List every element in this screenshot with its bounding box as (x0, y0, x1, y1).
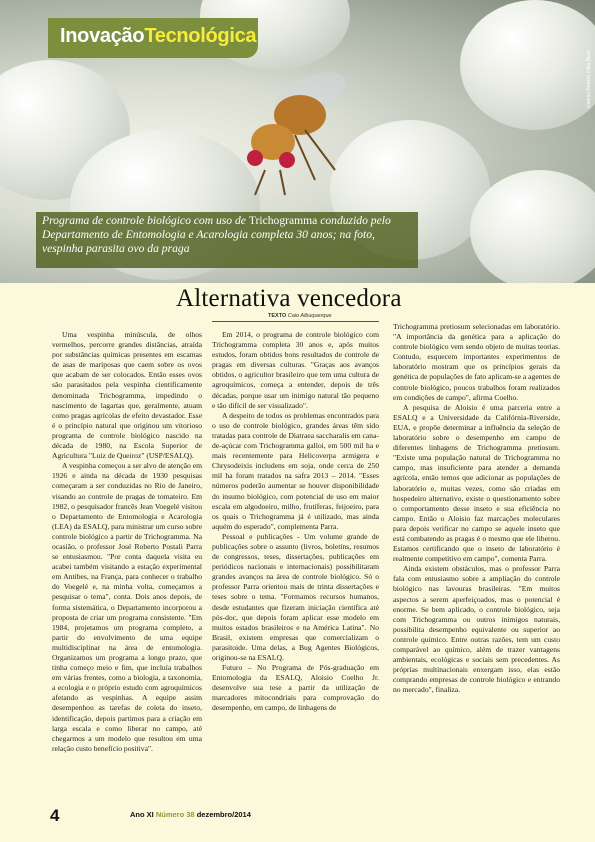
section-header (48, 18, 258, 58)
paragraph: Em 2014, o programa de controle biológico com Trichogramma completa 30 anos e, após muitos estudos, foram obtidos bons resultados de controle de pragas em diversas culturas. "Graças aos avanços obtidos, o agricultor brasileiro que tem uma cultura de agroquímicos, começa a entender, depois de três décadas, porque usar um inimigo natural tão pequeno e tão difícil de ser visualizado". (212, 330, 379, 410)
page-number: 4 (50, 806, 60, 825)
byline (268, 313, 332, 319)
byline-label: TEXTO (268, 313, 287, 319)
article-title: Alternativa vencedora (176, 285, 402, 312)
caption-text: conduzido pelo Departamento de Entomologia e Acarologia completa 30 anos; na foto, vespinha parasita ovo da praga (42, 214, 391, 255)
caption-italic: Trichogramma (248, 214, 318, 227)
photo-credit: Gabriel Rabelo Vilas Boas (586, 50, 592, 109)
paragraph: A vespinha começou a ser alvo de atenção em 1926 e ainda na década de 1930 pesquisas começaram a ser conduzidas no Rio de Janeiro, visando ao controle de pragas de tomateiro. Em 1982, o pesquisador francês Jean Voegelé visitou o Departamento de Entomologia e Acarologia (LEA) da ESALQ, para ministrar um curso sobre controle biológico a partir de Trichogramma. Na ocasião, o professor José Roberto Postali Parra se entusiasmou. "Por conta daquela visita eu acabei também visitando a estação experimental em Antibes, na França, para conhecer o trabalho do Voegelé e, na minha volta, começamos a pesquisar o tema", conta. Dois anos depois, de forma sistemática, o Departamento incorporou a proposta de criar um programa consistente. "Em 1984, projetamos um programa completo, a partir do envolvimento de uma equipe multidisciplinar na área de entomologia. Organizamos um programa a longo prazo, que tinha começo meio e fim, que incluía trabalhos em várias frentes, como a biologia, a taxonomia, a ecologia e o próprio estudo com agroquímicos afetando as vespinhas. A equipe assim desempenhou as tarefas de coleta do inseto, identificação, depois partimos para a criação em larga escala e como liberar no campo, até chegarmos a um modelo que resultou em uma relação custo benefício positiva". (52, 461, 202, 753)
column-2 (212, 330, 379, 714)
footer-prefix: Ano XI (130, 810, 154, 819)
column-1 (52, 330, 202, 754)
paragraph: Uma vespinha minúscula, de olhos vermelhos, percorre grandes distâncias, atraída por substâncias químicas presentes em escamas de asas de mariposas que caem sobre os ovos que acabam de ser colocados. Então esses ovos são parasitados pela vespinha cientificamente denominada Trichogramma, impedindo o nascimento de lagartas que, geralmente, atuam como pragas agrícolas de efeito devastador. Esse é o princípio natural que originou um vitorioso programa de controle biológico nascido na década de 1980, na Escola Superior de Agricultura "Luiz de Queiroz" (USP/ESALQ). (52, 330, 202, 461)
paragraph: Futuro – No Programa de Pós-graduação em Entomologia da ESALQ, Aloisio Coelho Jr. desenvolve sua tese a partir da utilização de marcadores mitocondriais para comprovação do desempenho, em campo, de linhagens de (212, 663, 379, 713)
paragraph: A despeito de todos os problemas encontrados para o uso de controle biológico, grandes áreas têm sido tratadas para controle de Diatraea saccharalis em cana-de-açúcar com Trichogramma galloi, em 500 mil ha e mais recentemente para Helicoverpa armigera e Chrysodeixis includens em soja, onde cerca de 250 mil ha foram tratados na safra 2013 – 2014. "Esses números poderão aumentar se houver disponibilidade do insumo biológico, com potencial de uso em maior escala em algodoeiro, milho, frutíferas, feijoeiro, para os quais o Trichogramma já é utilizado, mas ainda aquém do esperado", complementa Parra. (212, 410, 379, 531)
column-3 (393, 322, 560, 695)
paragraph: Pessoal e publicações - Um volume grande de publicações sobre o assunto (livros, boletins, resumos de congressos, teses, dissertações, publicações em periódicos nacionais e internacionais) possibilitaram grandes avanços na área de controle biológico. Só o professor Parra orientou mais de trinta dissertações e teses sobre o tema. "Formamos recursos humanos, desde estudantes que fizeram iniciação científica até pós-doc, que depois foram aplicar esse modelo em muitos estados brasileiros e na América Latina". No Brasil, existem empresas que comercializam o parasitoide. Uma delas, a Bug Agentes Biológicos, originou-se na ESALQ. (212, 531, 379, 662)
footer-issue (130, 810, 251, 819)
footer-issue-number: Número 38 (155, 810, 195, 819)
byline-author: Caio Albuquerque (287, 313, 332, 319)
paragraph: A pesquisa de Aloisio é uma parceria entre a ESALQ e a Universidade da Califórnia-Riverside, EUA, e propõe determinar a influência da seleção de laboratório sobre o desempenho em campo de diferentes linhagens de Trichogramma pretiosum. "Existe uma população natural de Trichogramma no campo, mas insuficiente para atender a demanda agrícola, então temos que adicionar as populações de laboratório e, muitas vezes, como são criadas em hospedeiro alternativo, existe o questionamento sobre o comportamento desse inseto e sua eficiência no campo. Então o Aloisio faz marcações moleculares para depois verificar no campo se aquele inseto que está combatendo as pragas é o mesmo que ele liberou. Estamos certificando que o inseto de laboratório é realmente competitivo em campo", comenta Parra. (393, 402, 560, 564)
section-title (60, 25, 256, 48)
egg-shape (460, 0, 595, 130)
photo-caption (42, 214, 414, 256)
divider (252, 321, 377, 322)
section-title-part1: Inovação (60, 25, 145, 47)
footer-date: dezembro/2014 (196, 810, 251, 819)
section-title-part2: Tecnológica (144, 25, 257, 47)
paragraph: Trichogramma pretiosum selecionadas em laboratório. "A importância da genética para a aplicação do controle biológico vem sendo objeto de muitas teorias. Contudo, esquecem importantes experimentos de laboratório mostram que os princípios gerais da genética de populações de fato aplicam-se a agentes de controle biológico, poucos trabalhos foram realizados em condições de campo", afirma Coelho. (393, 322, 560, 402)
caption-text: Programa de controle biológico com uso de (42, 214, 249, 227)
wasp-illustration (225, 60, 355, 200)
paragraph: Ainda existem obstáculos, mas o professor Parra fala com entusiasmo sobre a ampliação do controle biológico nas lavouras brasileiras. "Em muitos aspectos a serem aperfeiçoados, mas o potencial é enorme. Se bem aplicado, o controle biológico, seja com Trichogramma ou outros inimigos naturais, possibilita desempenho equivalente ou superior ao controle químico. Entre outras razões, tem um custo comparável ao químico, além de trazer vantagens ambientais, ecológicas e sociais sem precedentes. As próprias multinacionais enxergam isso, elas estão comprando empresas de controle biológico e entrando no mercado", finaliza. (393, 564, 560, 695)
